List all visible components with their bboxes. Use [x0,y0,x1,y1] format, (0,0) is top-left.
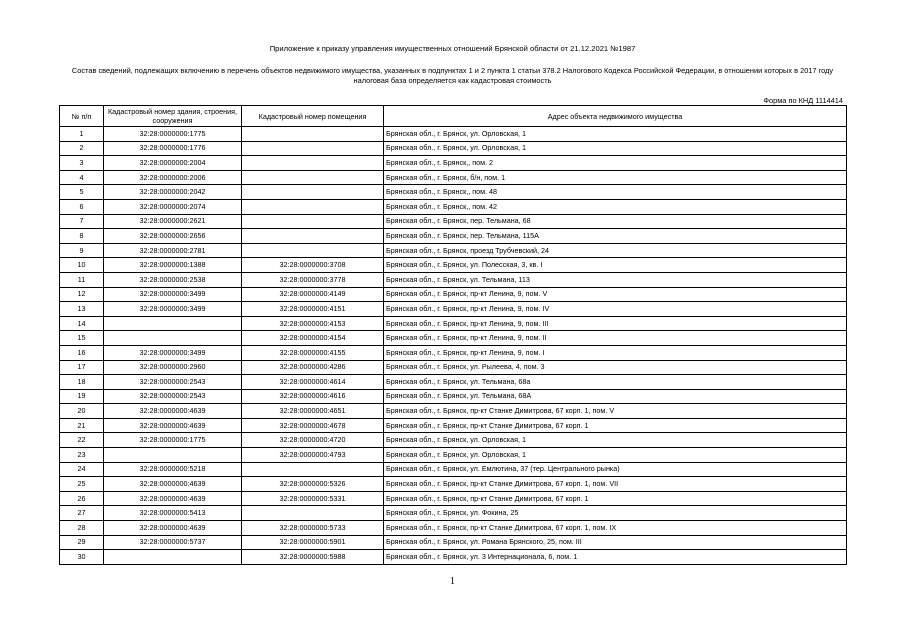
building-cadastral-cell: 32:28:0000000:3499 [104,287,242,302]
row-number-cell: 11 [60,272,104,287]
address-cell: Брянская обл., г. Брянск, ул. Романа Брянского, 25, пом. III [384,535,847,550]
address-cell: Брянская обл., г. Брянск, ул. Тельмана, 68А [384,389,847,404]
address-cell: Брянская обл., г. Брянск,, пом. 48 [384,185,847,200]
address-cell: Брянская обл., г. Брянск, пер. Тельмана, 115А [384,229,847,244]
table-row [60,141,847,156]
row-number-cell: 10 [60,258,104,273]
building-cadastral-cell: 32:28:0000000:5218 [104,462,242,477]
premises-cadastral-cell: 32:28:0000000:4614 [242,375,384,390]
building-cadastral-cell [104,316,242,331]
column-header-premises-cadastral: Кадастровый номер помещения [242,106,384,127]
table-row [60,258,847,273]
table-row [60,316,847,331]
address-cell: Брянская обл., г. Брянск, пр-кт Ленина, 9, пом. III [384,316,847,331]
premises-cadastral-cell: 32:28:0000000:4720 [242,433,384,448]
page-number: 1 [450,576,455,587]
building-cadastral-cell [104,550,242,565]
row-number-cell: 13 [60,302,104,317]
address-cell: Брянская обл., г. Брянск, пер. Тельмана, 68 [384,214,847,229]
table-row [60,185,847,200]
row-number-cell: 14 [60,316,104,331]
address-cell: Брянская обл., г. Брянск, пр-кт Ленина, 9, пом. I [384,345,847,360]
table-row [60,214,847,229]
column-header-number: № п/п [60,106,104,127]
premises-cadastral-cell: 32:28:0000000:4154 [242,331,384,346]
row-number-cell: 18 [60,375,104,390]
table-row [60,229,847,244]
premises-cadastral-cell: 32:28:0000000:4651 [242,404,384,419]
premises-cadastral-cell [242,156,384,171]
premises-cadastral-cell: 32:28:0000000:5988 [242,550,384,565]
building-cadastral-cell: 32:28:0000000:1775 [104,127,242,142]
premises-cadastral-cell [242,170,384,185]
table-row [60,418,847,433]
table-row [60,462,847,477]
premises-cadastral-cell [242,214,384,229]
building-cadastral-cell: 32:28:0000000:2042 [104,185,242,200]
row-number-cell: 7 [60,214,104,229]
row-number-cell: 22 [60,433,104,448]
table-row [60,550,847,565]
table-body [60,127,847,565]
table-row [60,199,847,214]
address-cell: Брянская обл., г. Брянск, ул. Орловская, 1 [384,433,847,448]
table-row [60,127,847,142]
building-cadastral-cell [104,448,242,463]
building-cadastral-cell: 32:28:0000000:4639 [104,418,242,433]
premises-cadastral-cell: 32:28:0000000:4153 [242,316,384,331]
row-number-cell: 17 [60,360,104,375]
table-row [60,331,847,346]
table-row [60,156,847,171]
row-number-cell: 24 [60,462,104,477]
premises-cadastral-cell: 32:28:0000000:5331 [242,491,384,506]
address-cell: Брянская обл., г. Брянск, пр-кт Ленина, 9, пом. IV [384,302,847,317]
address-cell: Брянская обл., г. Брянск, ул. 3 Интернационала, 6, пом. 1 [384,550,847,565]
building-cadastral-cell: 32:28:0000000:4639 [104,404,242,419]
row-number-cell: 1 [60,127,104,142]
premises-cadastral-cell: 32:28:0000000:4793 [242,448,384,463]
premises-cadastral-cell [242,506,384,521]
table-row [60,243,847,258]
address-cell: Брянская обл., г. Брянск, проезд Трубчевский, 24 [384,243,847,258]
address-cell: Брянская обл., г. Брянск, ул. Орловская, 1 [384,127,847,142]
building-cadastral-cell: 32:28:0000000:5413 [104,506,242,521]
row-number-cell: 15 [60,331,104,346]
address-cell: Брянская обл., г. Брянск, пр-кт Ленина, 9, пом. II [384,331,847,346]
address-cell: Брянская обл., г. Брянск, пр-кт Станке Димитрова, 67 корп. 1, пом. V [384,404,847,419]
table-row [60,521,847,536]
table-row [60,506,847,521]
building-cadastral-cell: 32:28:0000000:2543 [104,375,242,390]
premises-cadastral-cell: 32:28:0000000:3708 [242,258,384,273]
premises-cadastral-cell [242,127,384,142]
table-row [60,170,847,185]
building-cadastral-cell: 32:28:0000000:2960 [104,360,242,375]
address-cell: Брянская обл., г. Брянск, пр-кт Станке Димитрова, 67 корп. 1 [384,418,847,433]
address-cell: Брянская обл., г. Брянск, ул. Рылеева, 4, пом. 3 [384,360,847,375]
premises-cadastral-cell [242,141,384,156]
premises-cadastral-cell [242,243,384,258]
building-cadastral-cell: 32:28:0000000:2656 [104,229,242,244]
building-cadastral-cell: 32:28:0000000:3499 [104,345,242,360]
table-row [60,535,847,550]
premises-cadastral-cell [242,185,384,200]
row-number-cell: 3 [60,156,104,171]
row-number-cell: 19 [60,389,104,404]
row-number-cell: 16 [60,345,104,360]
address-cell: Брянская обл., г. Брянск, пр-кт Станке Димитрова, 67 корп. 1, пом. IX [384,521,847,536]
table-row [60,404,847,419]
row-number-cell: 25 [60,477,104,492]
address-cell: Брянская обл., г. Брянск, ул. Тельмана, 113 [384,272,847,287]
address-cell: Брянская обл., г. Брянск,, пом. 42 [384,199,847,214]
premises-cadastral-cell [242,462,384,477]
row-number-cell: 9 [60,243,104,258]
premises-cadastral-cell: 32:28:0000000:4149 [242,287,384,302]
table-row [60,345,847,360]
address-cell: Брянская обл., г. Брянск, пр-кт Станке Димитрова, 67 корп. 1, пом. VII [384,477,847,492]
row-number-cell: 20 [60,404,104,419]
table-row [60,287,847,302]
address-cell: Брянская обл., г. Брянск,, пом. 2 [384,156,847,171]
row-number-cell: 5 [60,185,104,200]
building-cadastral-cell: 32:28:0000000:2074 [104,199,242,214]
building-cadastral-cell: 32:28:0000000:2621 [104,214,242,229]
building-cadastral-cell: 32:28:0000000:2538 [104,272,242,287]
table-row [60,272,847,287]
address-cell: Брянская обл., г. Брянск, ул. Фокина, 25 [384,506,847,521]
building-cadastral-cell: 32:28:0000000:1775 [104,433,242,448]
address-cell: Брянская обл., г. Брянск, пр-кт Ленина, 9, пом. V [384,287,847,302]
premises-cadastral-cell: 32:28:0000000:4155 [242,345,384,360]
property-registry-table [59,105,847,565]
address-cell: Брянская обл., г. Брянск, ул. Полесская, 3, кв. I [384,258,847,273]
premises-cadastral-cell: 32:28:0000000:5901 [242,535,384,550]
row-number-cell: 4 [60,170,104,185]
address-cell: Брянская обл., г. Брянск, пр-кт Станке Димитрова, 67 корп. 1 [384,491,847,506]
table-row [60,360,847,375]
building-cadastral-cell: 32:28:0000000:3499 [104,302,242,317]
building-cadastral-cell: 32:28:0000000:1776 [104,141,242,156]
row-number-cell: 6 [60,199,104,214]
row-number-cell: 26 [60,491,104,506]
table-row [60,389,847,404]
building-cadastral-cell: 32:28:0000000:4639 [104,521,242,536]
building-cadastral-cell: 32:28:0000000:5737 [104,535,242,550]
table-row [60,491,847,506]
address-cell: Брянская обл., г. Брянск, ул. Емлютина, 37 (тер. Центрального рынка) [384,462,847,477]
row-number-cell: 12 [60,287,104,302]
table-row [60,448,847,463]
row-number-cell: 8 [60,229,104,244]
row-number-cell: 23 [60,448,104,463]
building-cadastral-cell: 32:28:0000000:2006 [104,170,242,185]
building-cadastral-cell: 32:28:0000000:2781 [104,243,242,258]
building-cadastral-cell: 32:28:0000000:1388 [104,258,242,273]
building-cadastral-cell: 32:28:0000000:2543 [104,389,242,404]
address-cell: Брянская обл., г. Брянск, ул. Орловская, 1 [384,448,847,463]
table-row [60,302,847,317]
building-cadastral-cell [104,331,242,346]
premises-cadastral-cell: 32:28:0000000:5733 [242,521,384,536]
address-cell: Брянская обл., г. Брянск, б/н, пом. 1 [384,170,847,185]
table-row [60,375,847,390]
row-number-cell: 30 [60,550,104,565]
building-cadastral-cell: 32:28:0000000:4639 [104,491,242,506]
row-number-cell: 27 [60,506,104,521]
table-header-row [60,106,847,127]
building-cadastral-cell: 32:28:0000000:4639 [104,477,242,492]
premises-cadastral-cell: 32:28:0000000:4678 [242,418,384,433]
form-code: Форма по КНД 1114414 [763,96,843,105]
premises-cadastral-cell: 32:28:0000000:4616 [242,389,384,404]
row-number-cell: 2 [60,141,104,156]
premises-cadastral-cell: 32:28:0000000:4286 [242,360,384,375]
document-title: Состав сведений, подлежащих включению в перечень объектов недвижимого имущества, указанных в подпунктах 1 и 2 пункта 1 статьи 378.2 Налогового Кодекса Российской Федерации, в отношении которых в 2017 году налоговая база определяется как кадастровая стоимость [71,66,834,85]
row-number-cell: 21 [60,418,104,433]
premises-cadastral-cell: 32:28:0000000:4151 [242,302,384,317]
building-cadastral-cell: 32:28:0000000:2004 [104,156,242,171]
table-row [60,433,847,448]
address-cell: Брянская обл., г. Брянск, ул. Орловская, 1 [384,141,847,156]
premises-cadastral-cell: 32:28:0000000:5326 [242,477,384,492]
appendix-heading: Приложение к приказу управления имущественных отношений Брянской области от 21.12.2021 №1987 [269,44,636,53]
column-header-building-cadastral: Кадастровый номер здания, строения, сооружения [104,106,242,127]
premises-cadastral-cell: 32:28:0000000:3778 [242,272,384,287]
row-number-cell: 29 [60,535,104,550]
address-cell: Брянская обл., г. Брянск, ул. Тельмана, 68а [384,375,847,390]
premises-cadastral-cell [242,229,384,244]
premises-cadastral-cell [242,199,384,214]
column-header-address: Адрес объекта недвижимого имущества [384,106,847,127]
table-row [60,477,847,492]
row-number-cell: 28 [60,521,104,536]
